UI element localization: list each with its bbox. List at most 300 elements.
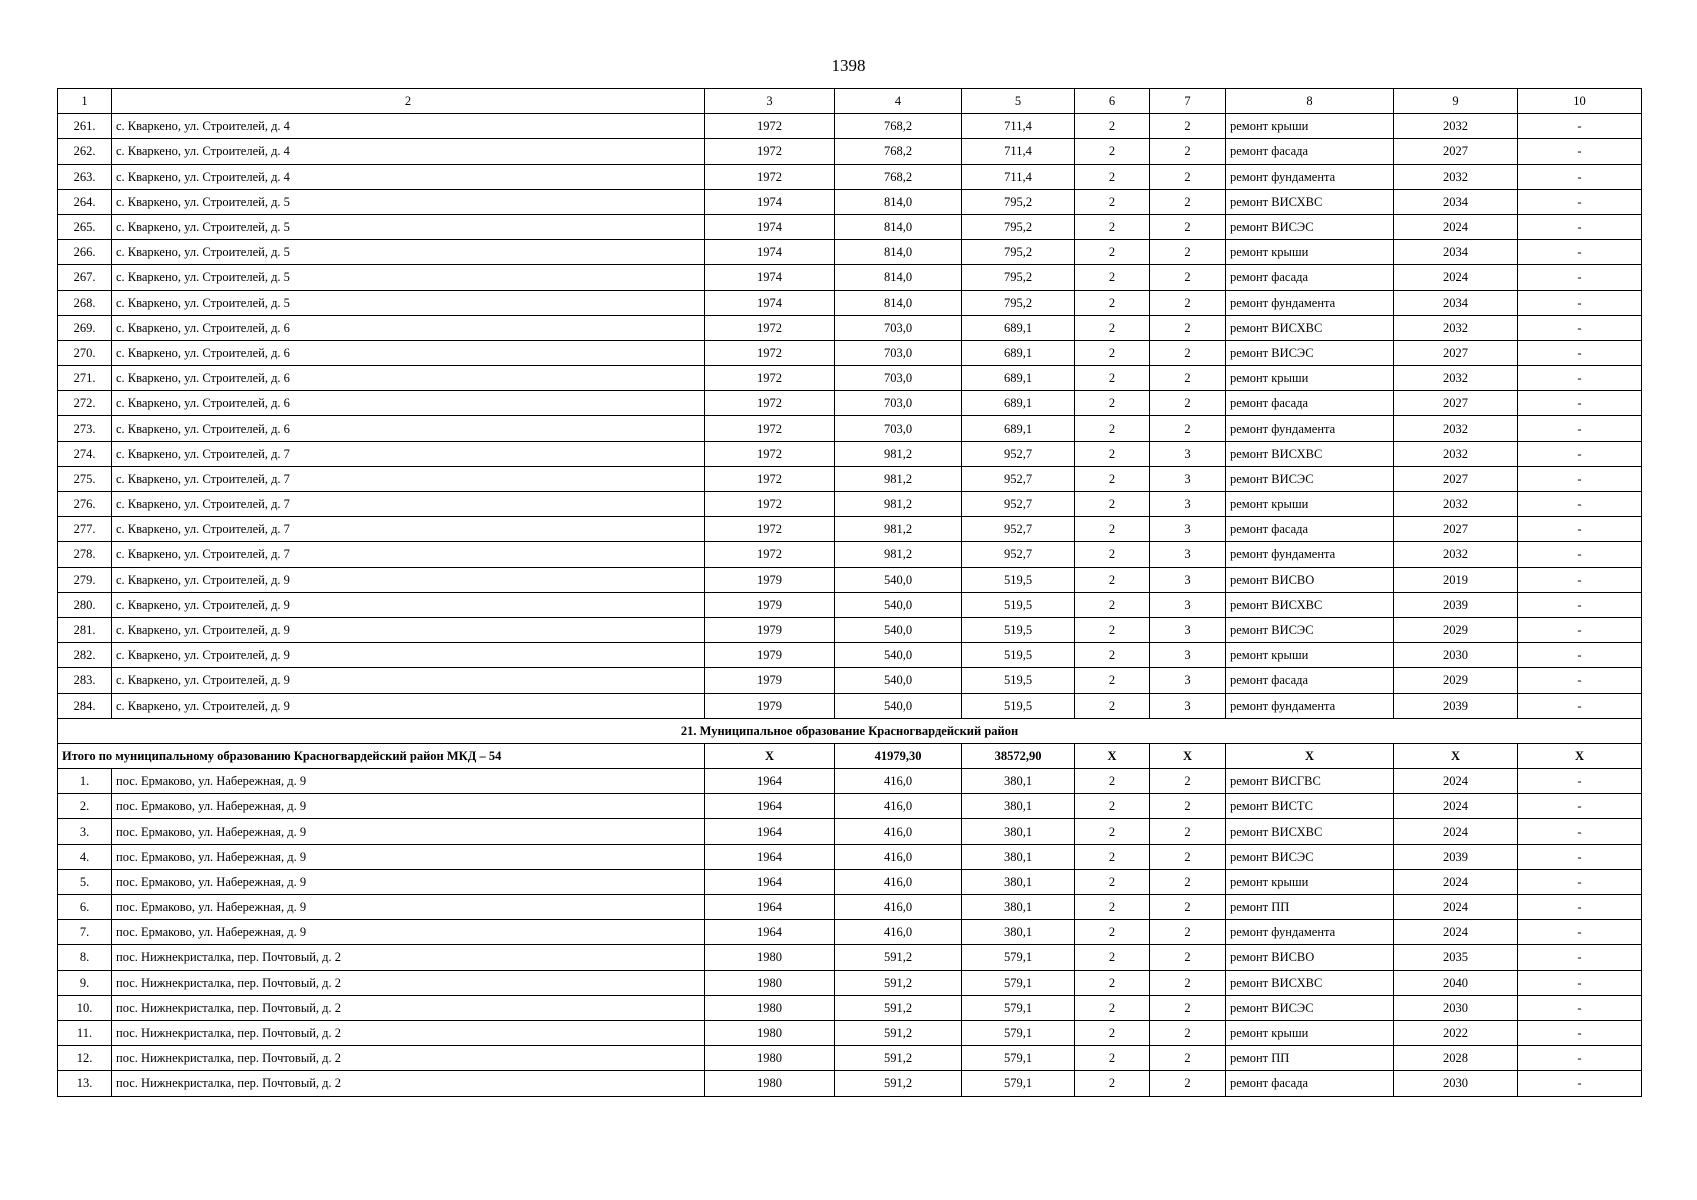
year-built-cell: 1964 xyxy=(705,920,835,945)
repair-type-cell: ремонт ВИСЭС xyxy=(1226,466,1394,491)
repair-type-cell: ремонт крыши xyxy=(1226,114,1394,139)
total-area-cell: 768,2 xyxy=(835,114,962,139)
floors-cell: 2 xyxy=(1075,592,1150,617)
planned-year-cell: 2032 xyxy=(1394,315,1518,340)
table-row xyxy=(58,542,1642,567)
row-number-cell: 265. xyxy=(58,214,112,239)
address-cell: с. Кваркено, ул. Строителей, д. 6 xyxy=(112,366,705,391)
repair-type-cell: ремонт фасада xyxy=(1226,1071,1394,1096)
year-built-cell: 1980 xyxy=(705,1020,835,1045)
planned-year-cell: 2039 xyxy=(1394,693,1518,718)
planned-year-cell: 2022 xyxy=(1394,1020,1518,1045)
year-built-cell: 1964 xyxy=(705,895,835,920)
repair-type-cell: ремонт ВИСЭС xyxy=(1226,995,1394,1020)
repair-type-cell: ремонт фасада xyxy=(1226,139,1394,164)
floors-cell: 2 xyxy=(1075,1046,1150,1071)
note-cell: - xyxy=(1518,1071,1642,1096)
floors-cell: 2 xyxy=(1075,114,1150,139)
entrances-cell: 3 xyxy=(1150,517,1226,542)
entrances-cell: 2 xyxy=(1150,769,1226,794)
address-cell: с. Кваркено, ул. Строителей, д. 4 xyxy=(112,114,705,139)
year-built-cell: 1979 xyxy=(705,693,835,718)
total-area-cell: 416,0 xyxy=(835,844,962,869)
entrances-cell: 2 xyxy=(1150,391,1226,416)
repair-type-cell: ремонт ВИСХВС xyxy=(1226,819,1394,844)
year-built-cell: 1979 xyxy=(705,643,835,668)
repair-type-cell: ремонт фундамента xyxy=(1226,416,1394,441)
note-cell: - xyxy=(1518,1046,1642,1071)
note-cell: - xyxy=(1518,290,1642,315)
table-row xyxy=(58,869,1642,894)
planned-year-cell: 2032 xyxy=(1394,441,1518,466)
row-number-cell: 276. xyxy=(58,492,112,517)
total-area-cell: 768,2 xyxy=(835,139,962,164)
living-area-cell: 380,1 xyxy=(962,819,1075,844)
note-cell: - xyxy=(1518,340,1642,365)
floors-cell: 2 xyxy=(1075,139,1150,164)
repair-type-cell: ремонт крыши xyxy=(1226,240,1394,265)
living-area-cell: 689,1 xyxy=(962,366,1075,391)
address-cell: с. Кваркено, ул. Строителей, д. 9 xyxy=(112,567,705,592)
row-number-cell: 9. xyxy=(58,970,112,995)
table-row xyxy=(58,970,1642,995)
table-row xyxy=(58,567,1642,592)
address-cell: пос. Нижнекристалка, пер. Почтовый, д. 2 xyxy=(112,970,705,995)
entrances-cell: 3 xyxy=(1150,617,1226,642)
table-row xyxy=(58,214,1642,239)
floors-cell: 2 xyxy=(1075,214,1150,239)
floors-cell: 2 xyxy=(1075,970,1150,995)
total-area-cell: 591,2 xyxy=(835,1046,962,1071)
total-area-cell: 703,0 xyxy=(835,391,962,416)
floors-cell: 2 xyxy=(1075,643,1150,668)
repair-type-cell: ремонт крыши xyxy=(1226,869,1394,894)
address-cell: пос. Нижнекристалка, пер. Почтовый, д. 2 xyxy=(112,1020,705,1045)
column-header: 8 xyxy=(1226,89,1394,114)
floors-cell: 2 xyxy=(1075,189,1150,214)
planned-year-cell: 2032 xyxy=(1394,492,1518,517)
table-row xyxy=(58,139,1642,164)
note-cell: - xyxy=(1518,391,1642,416)
row-number-cell: 281. xyxy=(58,617,112,642)
note-cell: - xyxy=(1518,139,1642,164)
note-cell: - xyxy=(1518,315,1642,340)
address-cell: пос. Нижнекристалка, пер. Почтовый, д. 2 xyxy=(112,995,705,1020)
total-area-cell: 981,2 xyxy=(835,517,962,542)
table-row xyxy=(58,366,1642,391)
note-cell: - xyxy=(1518,668,1642,693)
floors-cell: 2 xyxy=(1075,895,1150,920)
repair-type-cell: ремонт крыши xyxy=(1226,1020,1394,1045)
row-number-cell: 264. xyxy=(58,189,112,214)
year-built-cell: 1972 xyxy=(705,542,835,567)
note-cell: - xyxy=(1518,844,1642,869)
entrances-cell: 2 xyxy=(1150,214,1226,239)
address-cell: с. Кваркено, ул. Строителей, д. 5 xyxy=(112,265,705,290)
table-row xyxy=(58,643,1642,668)
planned-year-cell: 2027 xyxy=(1394,517,1518,542)
floors-cell: 2 xyxy=(1075,416,1150,441)
note-cell: - xyxy=(1518,970,1642,995)
row-number-cell: 10. xyxy=(58,995,112,1020)
living-area-cell: 795,2 xyxy=(962,189,1075,214)
living-area-cell: 711,4 xyxy=(962,164,1075,189)
note-cell: - xyxy=(1518,995,1642,1020)
living-area-cell: 711,4 xyxy=(962,139,1075,164)
note-cell: - xyxy=(1518,492,1642,517)
entrances-cell: 3 xyxy=(1150,542,1226,567)
living-area-cell: 519,5 xyxy=(962,617,1075,642)
planned-year-cell: 2040 xyxy=(1394,970,1518,995)
row-number-cell: 263. xyxy=(58,164,112,189)
entrances-cell: 2 xyxy=(1150,1071,1226,1096)
year-built-cell: 1972 xyxy=(705,492,835,517)
entrances-cell: 3 xyxy=(1150,567,1226,592)
row-number-cell: 2. xyxy=(58,794,112,819)
row-number-cell: 4. xyxy=(58,844,112,869)
address-cell: пос. Ермаково, ул. Набережная, д. 9 xyxy=(112,869,705,894)
entrances-cell: 2 xyxy=(1150,139,1226,164)
floors-cell: 2 xyxy=(1075,542,1150,567)
year-built-cell: 1972 xyxy=(705,315,835,340)
address-cell: пос. Нижнекристалка, пер. Почтовый, д. 2 xyxy=(112,1046,705,1071)
entrances-cell: 2 xyxy=(1150,970,1226,995)
column-header: 5 xyxy=(962,89,1075,114)
repair-type-cell: ремонт фасада xyxy=(1226,265,1394,290)
row-number-cell: 272. xyxy=(58,391,112,416)
living-area-cell: 380,1 xyxy=(962,794,1075,819)
table-row xyxy=(58,945,1642,970)
repair-type-cell: ремонт фасада xyxy=(1226,668,1394,693)
floors-cell: 2 xyxy=(1075,769,1150,794)
total-area-cell: 814,0 xyxy=(835,240,962,265)
planned-year-cell: 2019 xyxy=(1394,567,1518,592)
entrances-cell: 2 xyxy=(1150,340,1226,365)
entrances-cell: 2 xyxy=(1150,895,1226,920)
table-row xyxy=(58,769,1642,794)
total-label: Итого по муниципальному образованию Красногвардейский район МКД – 54 xyxy=(58,743,705,768)
year-built-cell: 1980 xyxy=(705,1046,835,1071)
repair-type-cell: ремонт ВИСХВС xyxy=(1226,189,1394,214)
address-cell: пос. Ермаково, ул. Набережная, д. 9 xyxy=(112,844,705,869)
total-area-cell: 416,0 xyxy=(835,869,962,894)
table-row xyxy=(58,895,1642,920)
note-cell: - xyxy=(1518,895,1642,920)
table-row xyxy=(58,844,1642,869)
table-row xyxy=(58,315,1642,340)
planned-year-cell: 2035 xyxy=(1394,945,1518,970)
entrances-cell: 2 xyxy=(1150,366,1226,391)
living-area-cell: 952,7 xyxy=(962,542,1075,567)
floors-cell: 2 xyxy=(1075,869,1150,894)
table-row xyxy=(58,794,1642,819)
living-area-cell: 380,1 xyxy=(962,869,1075,894)
total-cell: Х xyxy=(1518,743,1642,768)
entrances-cell: 2 xyxy=(1150,189,1226,214)
living-area-cell: 795,2 xyxy=(962,214,1075,239)
year-built-cell: 1972 xyxy=(705,164,835,189)
entrances-cell: 3 xyxy=(1150,441,1226,466)
total-area-cell: 416,0 xyxy=(835,769,962,794)
row-number-cell: 267. xyxy=(58,265,112,290)
planned-year-cell: 2039 xyxy=(1394,592,1518,617)
address-cell: с. Кваркено, ул. Строителей, д. 9 xyxy=(112,643,705,668)
address-cell: с. Кваркено, ул. Строителей, д. 5 xyxy=(112,240,705,265)
entrances-cell: 2 xyxy=(1150,869,1226,894)
table-row xyxy=(58,693,1642,718)
living-area-cell: 689,1 xyxy=(962,315,1075,340)
planned-year-cell: 2024 xyxy=(1394,769,1518,794)
row-number-cell: 270. xyxy=(58,340,112,365)
repair-type-cell: ремонт ВИСГВС xyxy=(1226,769,1394,794)
entrances-cell: 3 xyxy=(1150,643,1226,668)
address-cell: с. Кваркено, ул. Строителей, д. 5 xyxy=(112,290,705,315)
living-area-cell: 689,1 xyxy=(962,416,1075,441)
column-header: 7 xyxy=(1150,89,1226,114)
row-number-cell: 6. xyxy=(58,895,112,920)
year-built-cell: 1979 xyxy=(705,668,835,693)
address-cell: пос. Ермаково, ул. Набережная, д. 9 xyxy=(112,769,705,794)
year-built-cell: 1972 xyxy=(705,139,835,164)
total-cell: Х xyxy=(1394,743,1518,768)
row-number-cell: 274. xyxy=(58,441,112,466)
planned-year-cell: 2034 xyxy=(1394,290,1518,315)
column-number-row xyxy=(58,89,1642,114)
row-number-cell: 273. xyxy=(58,416,112,441)
note-cell: - xyxy=(1518,214,1642,239)
year-built-cell: 1972 xyxy=(705,340,835,365)
column-header: 3 xyxy=(705,89,835,114)
repair-type-cell: ремонт ВИСВО xyxy=(1226,945,1394,970)
living-area-cell: 689,1 xyxy=(962,340,1075,365)
total-area-cell: 591,2 xyxy=(835,970,962,995)
year-built-cell: 1979 xyxy=(705,567,835,592)
repair-type-cell: ремонт фундамента xyxy=(1226,542,1394,567)
table-row xyxy=(58,189,1642,214)
column-header: 1 xyxy=(58,89,112,114)
table-row xyxy=(58,290,1642,315)
living-area-cell: 952,7 xyxy=(962,492,1075,517)
entrances-cell: 2 xyxy=(1150,164,1226,189)
table-row xyxy=(58,592,1642,617)
column-header: 4 xyxy=(835,89,962,114)
row-number-cell: 8. xyxy=(58,945,112,970)
column-header: 9 xyxy=(1394,89,1518,114)
total-area-cell: 981,2 xyxy=(835,466,962,491)
total-cell: Х xyxy=(1150,743,1226,768)
planned-year-cell: 2039 xyxy=(1394,844,1518,869)
floors-cell: 2 xyxy=(1075,265,1150,290)
year-built-cell: 1980 xyxy=(705,995,835,1020)
total-area-cell: 703,0 xyxy=(835,340,962,365)
repair-type-cell: ремонт ВИСХВС xyxy=(1226,592,1394,617)
floors-cell: 2 xyxy=(1075,466,1150,491)
year-built-cell: 1972 xyxy=(705,441,835,466)
repair-type-cell: ремонт крыши xyxy=(1226,366,1394,391)
planned-year-cell: 2030 xyxy=(1394,1071,1518,1096)
living-area-cell: 519,5 xyxy=(962,668,1075,693)
table-row xyxy=(58,164,1642,189)
planned-year-cell: 2028 xyxy=(1394,1046,1518,1071)
row-number-cell: 266. xyxy=(58,240,112,265)
entrances-cell: 2 xyxy=(1150,290,1226,315)
living-area-cell: 519,5 xyxy=(962,592,1075,617)
year-built-cell: 1972 xyxy=(705,366,835,391)
entrances-cell: 2 xyxy=(1150,240,1226,265)
table-row xyxy=(58,1046,1642,1071)
floors-cell: 2 xyxy=(1075,844,1150,869)
total-area-cell: 981,2 xyxy=(835,492,962,517)
address-cell: с. Кваркено, ул. Строителей, д. 9 xyxy=(112,668,705,693)
row-number-cell: 277. xyxy=(58,517,112,542)
repair-type-cell: ремонт фундамента xyxy=(1226,920,1394,945)
entrances-cell: 2 xyxy=(1150,995,1226,1020)
floors-cell: 2 xyxy=(1075,920,1150,945)
living-area-cell: 519,5 xyxy=(962,693,1075,718)
floors-cell: 2 xyxy=(1075,1071,1150,1096)
total-area-cell: 814,0 xyxy=(835,265,962,290)
address-cell: с. Кваркено, ул. Строителей, д. 5 xyxy=(112,189,705,214)
planned-year-cell: 2024 xyxy=(1394,214,1518,239)
note-cell: - xyxy=(1518,114,1642,139)
table-row xyxy=(58,391,1642,416)
living-area-cell: 795,2 xyxy=(962,290,1075,315)
row-number-cell: 1. xyxy=(58,769,112,794)
address-cell: с. Кваркено, ул. Строителей, д. 7 xyxy=(112,492,705,517)
total-area-cell: 416,0 xyxy=(835,895,962,920)
table-row xyxy=(58,466,1642,491)
note-cell: - xyxy=(1518,542,1642,567)
entrances-cell: 2 xyxy=(1150,265,1226,290)
year-built-cell: 1979 xyxy=(705,592,835,617)
floors-cell: 2 xyxy=(1075,819,1150,844)
entrances-cell: 2 xyxy=(1150,114,1226,139)
row-number-cell: 12. xyxy=(58,1046,112,1071)
column-header: 10 xyxy=(1518,89,1642,114)
planned-year-cell: 2024 xyxy=(1394,265,1518,290)
planned-year-cell: 2032 xyxy=(1394,416,1518,441)
year-built-cell: 1974 xyxy=(705,189,835,214)
total-area-cell: 591,2 xyxy=(835,1071,962,1096)
planned-year-cell: 2029 xyxy=(1394,617,1518,642)
table-row xyxy=(58,1020,1642,1045)
living-area-cell: 579,1 xyxy=(962,945,1075,970)
living-area-cell: 519,5 xyxy=(962,643,1075,668)
floors-cell: 2 xyxy=(1075,391,1150,416)
living-area-cell: 380,1 xyxy=(962,920,1075,945)
note-cell: - xyxy=(1518,869,1642,894)
repair-type-cell: ремонт фундамента xyxy=(1226,290,1394,315)
table-row xyxy=(58,819,1642,844)
row-number-cell: 275. xyxy=(58,466,112,491)
year-built-cell: 1964 xyxy=(705,869,835,894)
table-row xyxy=(58,416,1642,441)
total-area-cell: 591,2 xyxy=(835,945,962,970)
address-cell: с. Кваркено, ул. Строителей, д. 7 xyxy=(112,441,705,466)
floors-cell: 2 xyxy=(1075,668,1150,693)
row-number-cell: 269. xyxy=(58,315,112,340)
total-area-cell: 981,2 xyxy=(835,441,962,466)
note-cell: - xyxy=(1518,794,1642,819)
address-cell: с. Кваркено, ул. Строителей, д. 9 xyxy=(112,617,705,642)
living-area-cell: 579,1 xyxy=(962,995,1075,1020)
living-area-cell: 380,1 xyxy=(962,895,1075,920)
living-area-cell: 689,1 xyxy=(962,391,1075,416)
floors-cell: 2 xyxy=(1075,340,1150,365)
repair-type-cell: ремонт ПП xyxy=(1226,1046,1394,1071)
column-header: 6 xyxy=(1075,89,1150,114)
address-cell: с. Кваркено, ул. Строителей, д. 6 xyxy=(112,340,705,365)
floors-cell: 2 xyxy=(1075,290,1150,315)
planned-year-cell: 2027 xyxy=(1394,340,1518,365)
entrances-cell: 2 xyxy=(1150,315,1226,340)
total-cell: Х xyxy=(1075,743,1150,768)
entrances-cell: 3 xyxy=(1150,466,1226,491)
total-cell: 41979,30 xyxy=(835,743,962,768)
table-row xyxy=(58,517,1642,542)
total-area-cell: 540,0 xyxy=(835,617,962,642)
repair-type-cell: ремонт фасада xyxy=(1226,517,1394,542)
note-cell: - xyxy=(1518,617,1642,642)
address-cell: пос. Ермаково, ул. Набережная, д. 9 xyxy=(112,895,705,920)
repair-type-cell: ремонт ВИСХВС xyxy=(1226,441,1394,466)
total-area-cell: 416,0 xyxy=(835,819,962,844)
note-cell: - xyxy=(1518,466,1642,491)
living-area-cell: 952,7 xyxy=(962,466,1075,491)
repair-type-cell: ремонт ВИСЭС xyxy=(1226,214,1394,239)
planned-year-cell: 2024 xyxy=(1394,869,1518,894)
table-row xyxy=(58,441,1642,466)
repair-type-cell: ремонт ВИСХВС xyxy=(1226,315,1394,340)
floors-cell: 2 xyxy=(1075,366,1150,391)
planned-year-cell: 2024 xyxy=(1394,920,1518,945)
living-area-cell: 795,2 xyxy=(962,265,1075,290)
planned-year-cell: 2034 xyxy=(1394,189,1518,214)
note-cell: - xyxy=(1518,920,1642,945)
entrances-cell: 2 xyxy=(1150,844,1226,869)
living-area-cell: 795,2 xyxy=(962,240,1075,265)
repair-type-cell: ремонт крыши xyxy=(1226,643,1394,668)
living-area-cell: 519,5 xyxy=(962,567,1075,592)
table-body xyxy=(58,89,1642,1097)
floors-cell: 2 xyxy=(1075,617,1150,642)
address-cell: с. Кваркено, ул. Строителей, д. 7 xyxy=(112,517,705,542)
address-cell: пос. Ермаково, ул. Набережная, д. 9 xyxy=(112,794,705,819)
year-built-cell: 1974 xyxy=(705,240,835,265)
floors-cell: 2 xyxy=(1075,441,1150,466)
entrances-cell: 2 xyxy=(1150,1020,1226,1045)
note-cell: - xyxy=(1518,945,1642,970)
planned-year-cell: 2032 xyxy=(1394,542,1518,567)
capital-repair-table xyxy=(57,88,1642,1097)
total-area-cell: 416,0 xyxy=(835,920,962,945)
planned-year-cell: 2030 xyxy=(1394,995,1518,1020)
year-built-cell: 1964 xyxy=(705,819,835,844)
planned-year-cell: 2024 xyxy=(1394,819,1518,844)
floors-cell: 2 xyxy=(1075,240,1150,265)
total-area-cell: 540,0 xyxy=(835,693,962,718)
year-built-cell: 1974 xyxy=(705,214,835,239)
address-cell: с. Кваркено, ул. Строителей, д. 6 xyxy=(112,416,705,441)
floors-cell: 2 xyxy=(1075,1020,1150,1045)
address-cell: пос. Ермаково, ул. Набережная, д. 9 xyxy=(112,819,705,844)
year-built-cell: 1972 xyxy=(705,391,835,416)
note-cell: - xyxy=(1518,416,1642,441)
planned-year-cell: 2024 xyxy=(1394,895,1518,920)
note-cell: - xyxy=(1518,769,1642,794)
floors-cell: 2 xyxy=(1075,164,1150,189)
column-header: 2 xyxy=(112,89,705,114)
